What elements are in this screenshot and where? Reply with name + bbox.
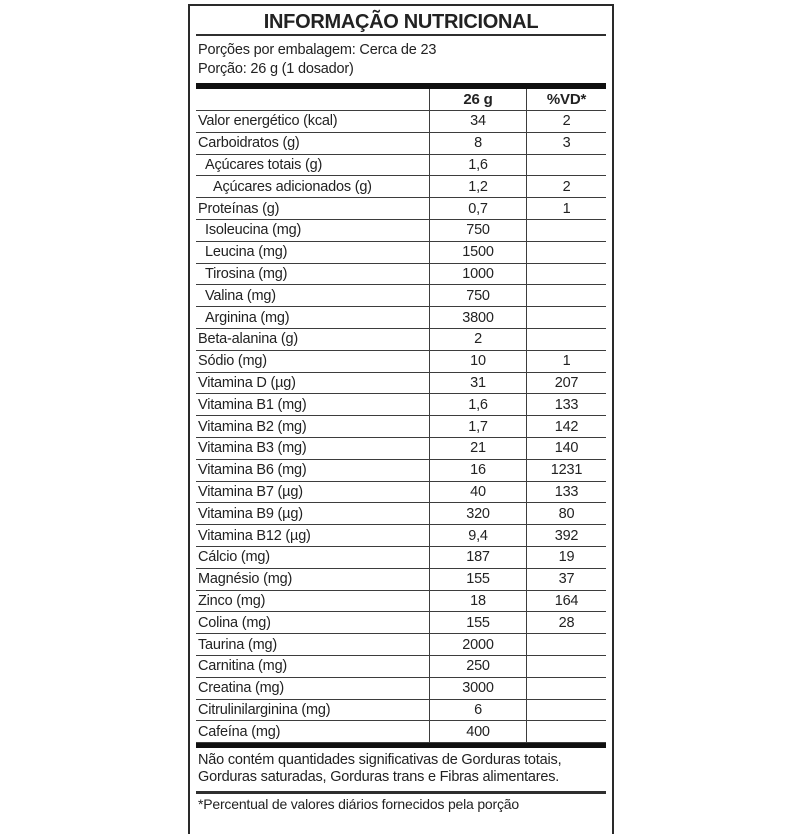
nutrient-amount: 34: [429, 111, 526, 132]
nutrient-name: Tirosina (mg): [205, 265, 288, 282]
nutrient-name: Vitamina B1 (mg): [198, 396, 307, 413]
nutrition-label: [188, 4, 614, 834]
nutrient-amount: 1,2: [429, 176, 526, 197]
nutrient-name: Vitamina B7 (µg): [198, 483, 303, 500]
table-row: [196, 133, 606, 155]
table-row: [196, 111, 606, 133]
nutrient-amount: 2000: [429, 634, 526, 655]
nutrient-dv: [526, 220, 606, 241]
table-row: [196, 242, 606, 264]
table-row: [196, 482, 606, 504]
nutrient-name: Sódio (mg): [198, 353, 267, 370]
table-row: [196, 525, 606, 547]
table-row: [196, 329, 606, 351]
no-significant-note: Não contém quantidades significativas de Gorduras totais, Gorduras saturadas, Gorduras trans e Fibras alimentares.: [198, 752, 562, 786]
nutrient-amount: 187: [429, 547, 526, 568]
nutrient-amount: 250: [429, 656, 526, 677]
nutrient-name: Isoleucina (mg): [205, 222, 302, 239]
table-row: [196, 394, 606, 416]
portion-size: Porção: 26 g (1 dosador): [198, 61, 354, 77]
nutrient-amount: 8: [429, 133, 526, 154]
nutrient-name: Carboidratos (g): [198, 135, 300, 152]
nutrient-name: Carnitina (mg): [198, 658, 288, 675]
nutrient-name: Citrulinilarginina (mg): [198, 701, 331, 718]
table-row: [196, 351, 606, 373]
nutrient-amount: 1,6: [429, 155, 526, 176]
nutrient-dv: [526, 634, 606, 655]
nutrient-name: Zinco (mg): [198, 592, 266, 609]
nutrient-amount: 400: [429, 721, 526, 742]
nutrient-name: Vitamina B6 (mg): [198, 462, 307, 479]
nutrient-dv: [526, 721, 606, 742]
nutrient-amount: 1,6: [429, 394, 526, 415]
nutrient-name: Creatina (mg): [198, 680, 285, 697]
nutrient-amount: 1500: [429, 242, 526, 263]
table-row: [196, 460, 606, 482]
nutrient-name: Leucina (mg): [205, 244, 288, 261]
nutrient-name: Magnésio (mg): [198, 571, 293, 588]
nutrient-amount: 155: [429, 569, 526, 590]
nutrient-amount: 40: [429, 482, 526, 503]
table-row: [196, 176, 606, 198]
table-row: [196, 547, 606, 569]
nutrient-name: Valina (mg): [205, 287, 276, 304]
dv-footnote: *Percentual de valores diários fornecidos pela porção: [198, 795, 519, 812]
nutrient-name: Arginina (mg): [205, 309, 290, 326]
nutrient-name: Vitamina B2 (mg): [198, 418, 307, 435]
nutrient-amount: 16: [429, 460, 526, 481]
nutrient-dv: 37: [526, 569, 606, 590]
nutrient-amount: 320: [429, 503, 526, 524]
nutrient-amount: 9,4: [429, 525, 526, 546]
nutrient-amount: 3800: [429, 307, 526, 328]
nutrient-amount: 750: [429, 220, 526, 241]
table-row: [196, 656, 606, 678]
nutrient-dv: [526, 656, 606, 677]
nutrient-name: Cálcio (mg): [198, 549, 270, 566]
nutrient-dv: [526, 329, 606, 350]
table-row: [196, 220, 606, 242]
table-row: [196, 569, 606, 591]
nutrient-name: Valor energético (kcal): [198, 113, 338, 130]
nutrient-dv: 80: [526, 503, 606, 524]
nutrient-amount: 6: [429, 700, 526, 721]
table-row: [196, 700, 606, 722]
nutrient-dv: 1: [526, 351, 606, 372]
nutrient-dv: [526, 285, 606, 306]
nutrient-amount: 0,7: [429, 198, 526, 219]
table-row: [196, 155, 606, 177]
nutrient-dv: 3: [526, 133, 606, 154]
nutrient-amount: 2: [429, 329, 526, 350]
table-row: [196, 721, 606, 743]
nutrient-dv: [526, 307, 606, 328]
nutrient-name: Vitamina D (µg): [198, 374, 296, 391]
table-row: [196, 438, 606, 460]
table-row: [196, 264, 606, 286]
column-header-amount: 26 g: [429, 89, 526, 110]
nutrient-name: Vitamina B9 (µg): [198, 505, 303, 522]
table-row: [196, 634, 606, 656]
table-row: [196, 612, 606, 634]
table-row: [196, 416, 606, 438]
nutrient-dv: [526, 264, 606, 285]
table-row: [196, 198, 606, 220]
nutrient-amount: 1000: [429, 264, 526, 285]
header-spacer: [196, 89, 429, 110]
nutrient-dv: 392: [526, 525, 606, 546]
nutrient-dv: 1231: [526, 460, 606, 481]
servings-per-package: Porções por embalagem: Cerca de 23: [198, 42, 437, 58]
nutrient-dv: 28: [526, 612, 606, 633]
table-row: [196, 307, 606, 329]
nutrient-amount: 1,7: [429, 416, 526, 437]
table-row: [196, 591, 606, 613]
nutrient-amount: 155: [429, 612, 526, 633]
table-row: [196, 285, 606, 307]
nutrient-dv: 2: [526, 176, 606, 197]
table-row: [196, 373, 606, 395]
table-row: [196, 678, 606, 700]
nutrient-name: Cafeína (mg): [198, 723, 281, 740]
nutrient-amount: 750: [429, 285, 526, 306]
nutrient-dv: 164: [526, 591, 606, 612]
nutrient-dv: [526, 678, 606, 699]
nutrient-name: Taurina (mg): [198, 636, 277, 653]
nutrient-dv: 19: [526, 547, 606, 568]
nutrient-amount: 31: [429, 373, 526, 394]
nutrient-dv: 1: [526, 198, 606, 219]
label-title: INFORMAÇÃO NUTRICIONAL: [263, 10, 539, 33]
serving-info: [196, 36, 606, 83]
nutrient-dv: 142: [526, 416, 606, 437]
nutrient-dv: 140: [526, 438, 606, 459]
nutrient-dv: 133: [526, 482, 606, 503]
nutrient-name: Açúcares totais (g): [205, 156, 323, 173]
nutrient-dv: 207: [526, 373, 606, 394]
nutrient-amount: 21: [429, 438, 526, 459]
nutrient-dv: [526, 155, 606, 176]
nutrient-amount: 10: [429, 351, 526, 372]
nutrient-name: Vitamina B12 (µg): [198, 527, 311, 544]
nutrient-dv: 133: [526, 394, 606, 415]
nutrient-name: Proteínas (g): [198, 200, 280, 217]
nutrient-dv: 2: [526, 111, 606, 132]
nutrient-name: Beta-alanina (g): [198, 331, 298, 348]
nutrient-name: Colina (mg): [198, 614, 271, 631]
nutrient-name: Açúcares adicionados (g): [213, 178, 372, 195]
nutrient-amount: 3000: [429, 678, 526, 699]
table-header-row: [196, 89, 606, 111]
column-header-dv: %VD*: [526, 89, 606, 110]
nutrient-dv: [526, 700, 606, 721]
table-row: [196, 503, 606, 525]
nutrient-name: Vitamina B3 (mg): [198, 440, 307, 457]
nutrient-dv: [526, 242, 606, 263]
nutrient-amount: 18: [429, 591, 526, 612]
nutrition-table: [196, 111, 606, 743]
